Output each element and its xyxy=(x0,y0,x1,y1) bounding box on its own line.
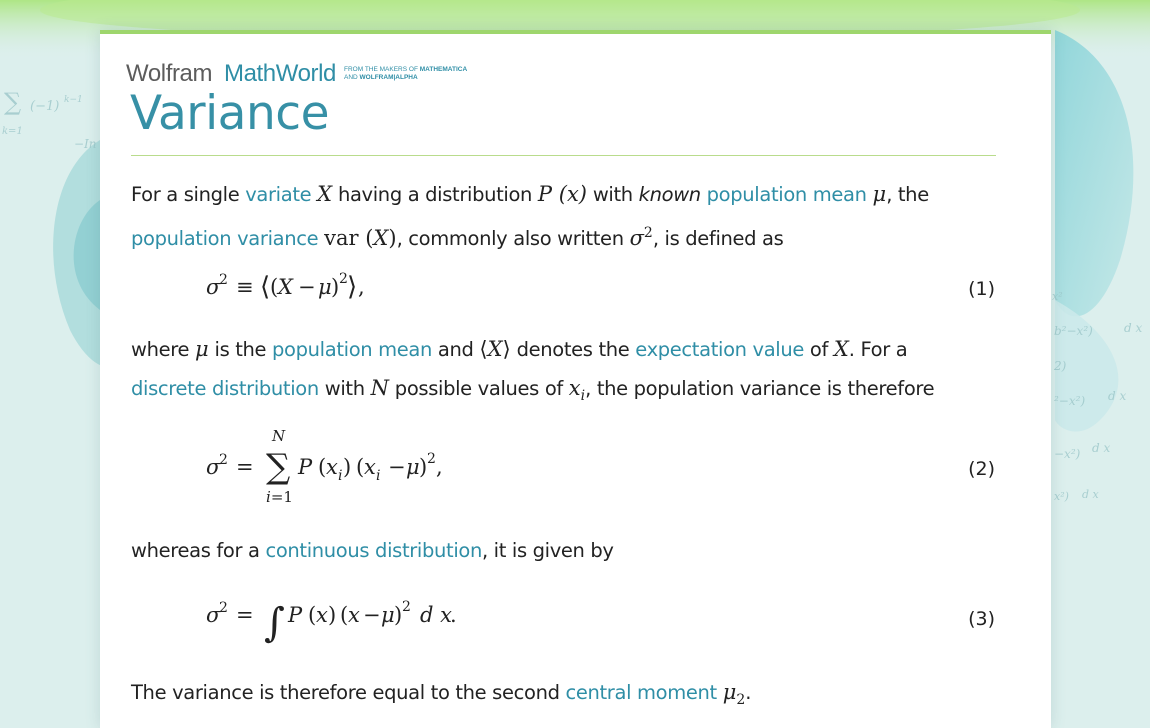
svg-text:(: ( xyxy=(270,275,279,299)
svg-text:X: X xyxy=(278,275,293,299)
svg-text:²−x²): ²−x²) xyxy=(1054,394,1086,408)
math-var-X: var (X) xyxy=(324,226,397,250)
svg-text:2: 2 xyxy=(339,271,348,287)
svg-text:2: 2 xyxy=(219,600,228,616)
svg-text:2: 2 xyxy=(219,452,228,468)
svg-text:σ: σ xyxy=(206,275,221,299)
emphasis-known: known xyxy=(638,183,701,206)
text-span: of xyxy=(804,338,834,361)
text-span: with xyxy=(318,377,371,400)
link-population-mean[interactable]: population mean xyxy=(706,183,867,206)
equation-2-number: (2) xyxy=(968,458,995,480)
link-population-mean[interactable]: population mean xyxy=(272,338,433,361)
logo-wolfram-text[interactable]: Wolfram xyxy=(126,60,213,87)
svg-text:d x: d x xyxy=(420,603,452,627)
text-span: , is defined as xyxy=(652,227,784,250)
equation-1-formula xyxy=(100,266,600,310)
svg-text:=: = xyxy=(236,455,254,479)
text-span: , it is given by xyxy=(481,539,614,562)
article-card xyxy=(100,30,1051,728)
svg-text:,: , xyxy=(436,455,443,479)
text-span: , the xyxy=(886,183,929,206)
svg-text:): ) xyxy=(419,455,428,479)
math-X: X xyxy=(317,182,333,206)
paragraph-continuous xyxy=(131,532,1011,570)
svg-text:σ: σ xyxy=(206,455,221,479)
math-N: N xyxy=(370,376,389,400)
equation-3-number: (3) xyxy=(968,608,995,630)
tagline-line1-brand: MATHEMATICA xyxy=(419,66,468,73)
svg-text:(: ( xyxy=(340,603,349,627)
link-continuous-distribution[interactable]: continuous distribution xyxy=(265,539,482,562)
svg-text:−In: −In xyxy=(74,137,97,151)
svg-text:i: i xyxy=(376,468,381,484)
svg-text:−: − xyxy=(298,275,316,299)
svg-text:.: . xyxy=(450,603,457,627)
svg-text:(: ( xyxy=(318,455,327,479)
text-span: with xyxy=(586,183,639,206)
svg-text:2: 2 xyxy=(219,272,228,288)
logo-mathworld-text[interactable]: MathWorld xyxy=(224,60,336,87)
svg-text:−: − xyxy=(388,455,406,479)
svg-text:(−1): (−1) xyxy=(30,99,60,114)
link-variate[interactable]: variate xyxy=(245,183,312,206)
svg-text:−: − xyxy=(363,603,381,627)
svg-text:(: ( xyxy=(308,603,317,627)
tagline-line2-prefix: AND xyxy=(344,73,358,81)
math-expectation-X: ⟨X⟩ xyxy=(479,337,511,361)
logo-tagline xyxy=(344,66,467,81)
text-span: . For a xyxy=(848,338,908,361)
link-central-moment[interactable]: central moment xyxy=(565,681,717,704)
svg-text:,: , xyxy=(358,275,365,299)
svg-text:k−1: k−1 xyxy=(64,95,83,105)
svg-text:): ) xyxy=(343,455,352,479)
paragraph-discrete xyxy=(131,330,1011,415)
svg-text:μ: μ xyxy=(381,603,395,627)
page-title: Variance xyxy=(130,86,330,141)
paragraph-definition xyxy=(131,175,1011,258)
paragraph-central-moment xyxy=(131,673,1011,719)
link-expectation-value[interactable]: expectation value xyxy=(635,338,805,361)
math-x-sub-i: $x_i$ xyxy=(568,376,586,405)
svg-text:d x: d x xyxy=(1092,441,1111,455)
svg-text:⟨: ⟨ xyxy=(260,272,271,302)
tagline-line2-brand: WOLFRAM|ALPHA xyxy=(359,73,418,81)
svg-text:μ: μ xyxy=(318,275,332,299)
link-population-variance[interactable]: population variance xyxy=(131,227,319,250)
svg-text:∑: ∑ xyxy=(266,447,291,487)
svg-text:): ) xyxy=(394,603,403,627)
svg-text:d x: d x xyxy=(1108,389,1127,403)
math-mu: μ xyxy=(872,182,887,206)
math-sigma-squared: $\sigma^2$ xyxy=(629,225,653,250)
math-mu-2: $\mu_2$ xyxy=(722,680,746,709)
svg-text:⟩: ⟩ xyxy=(347,272,358,302)
svg-text:x: x xyxy=(348,603,360,627)
svg-text:i=1: i=1 xyxy=(266,488,293,506)
equation-2-formula xyxy=(100,424,600,506)
equation-2 xyxy=(100,424,1051,506)
math-X: X xyxy=(833,337,849,361)
equation-3 xyxy=(100,592,1051,650)
svg-text:k=1: k=1 xyxy=(2,126,23,137)
text-span: where xyxy=(131,338,195,361)
svg-text:∫: ∫ xyxy=(264,600,285,646)
text-span: is the xyxy=(208,338,273,361)
svg-text:σ: σ xyxy=(206,603,221,627)
math-P-of-x: P (x) xyxy=(537,182,587,206)
svg-text:): ) xyxy=(328,603,337,627)
text-span: , commonly also written xyxy=(396,227,630,250)
svg-text:2: 2 xyxy=(427,451,436,467)
svg-text:=: = xyxy=(236,603,254,627)
svg-text:N: N xyxy=(272,427,286,445)
svg-text:2): 2) xyxy=(1054,359,1067,373)
text-span: For a single xyxy=(131,183,246,206)
equation-1 xyxy=(100,266,1051,310)
text-span: , the population variance is therefore xyxy=(585,377,935,400)
svg-text:P: P xyxy=(298,455,313,479)
text-span: denotes the xyxy=(510,338,636,361)
link-discrete-distribution[interactable]: discrete distribution xyxy=(131,377,319,400)
svg-text:x²): x²) xyxy=(1054,490,1069,503)
svg-text:d x: d x xyxy=(1124,321,1143,335)
svg-text:x: x xyxy=(326,455,338,479)
svg-text:): ) xyxy=(331,275,340,299)
text-span: whereas for a xyxy=(131,539,266,562)
svg-text:x²: x² xyxy=(1052,290,1063,303)
svg-text:≡: ≡ xyxy=(236,275,254,299)
svg-text:P: P xyxy=(288,603,303,627)
text-span: and xyxy=(432,338,480,361)
svg-text:μ: μ xyxy=(406,455,420,479)
svg-text:(: ( xyxy=(356,455,365,479)
svg-text:2: 2 xyxy=(402,599,411,615)
svg-text:x: x xyxy=(364,455,376,479)
equation-3-formula xyxy=(100,592,600,650)
math-mu: μ xyxy=(195,337,209,361)
equation-1-number: (1) xyxy=(968,278,995,300)
text-span: having a distribution xyxy=(332,183,538,206)
svg-text:d x: d x xyxy=(1082,488,1099,501)
tagline-line1-prefix: FROM THE MAKERS OF xyxy=(344,66,418,73)
svg-text:∑: ∑ xyxy=(4,88,22,116)
svg-text:x: x xyxy=(316,603,328,627)
text-span: possible values of xyxy=(388,377,569,400)
svg-text:−x²): −x²) xyxy=(1054,447,1081,461)
svg-text:i: i xyxy=(338,468,343,484)
text-span: The variance is therefore equal to the second xyxy=(131,681,566,704)
title-divider xyxy=(131,155,996,156)
svg-text:b²−x²): b²−x²) xyxy=(1054,324,1093,338)
text-span: . xyxy=(745,681,752,704)
